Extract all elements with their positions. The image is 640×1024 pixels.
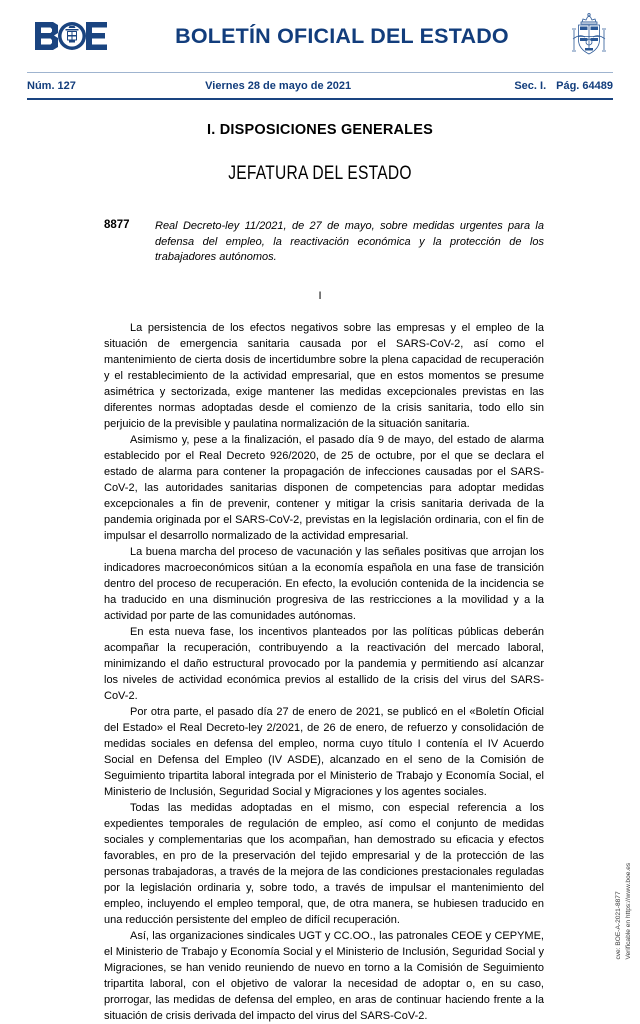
verification-url[interactable]: Verificable en https://www.boe.es [625, 863, 633, 960]
section-page-group [514, 80, 613, 92]
issuing-department: JEFATURA DEL ESTADO [228, 163, 412, 184]
page-label: Pág. 64489 [556, 80, 613, 92]
page-title: I. DISPOSICIONES GENERALES [207, 122, 433, 138]
paragraph: La persistencia de los efectos negativos sobre las empresas y el empleo de la situación de emergencia sanitaria causada por el SARS-CoV-2, así como el mantenimiento de cierta dosis de incertidumbre sobre la plena capacidad de recuperación y el restablecimiento de la actividad empresarial, que en estos momentos se presume asimétrica y sectorizada, exige mantener las medidas excepcionales previstas en las diferentes normas adoptadas desde el comienzo de la crisis sanitaria, todo ello sin perjuicio de la previsible y paulatina normalización de la situación sanitaria. [104, 322, 544, 431]
paragraph: En esta nueva fase, los incentivos planteados por las políticas públicas deberán acompañar la recuperación, contribuyendo a la reactivación del mercado laboral, minimizando el daño estructural provocado por la pandemia y permitiendo así alcanzar los niveles de actividad económica previos al estallido de la crisis del virus del SARS-CoV-2. [104, 626, 544, 703]
paragraph: Asimismo y, pese a la finalización, el pasado día 9 de mayo, del estado de alarma establecido por el Real Decreto 926/2020, de 25 de octubre, por el que se declara el estado de alarma para contener la propagación de infecciones causadas por el SARS-CoV-2, las autoridades sanitarias disponen de competencias para adoptar medidas excepcionales a fin de prevenir, contener y mitigar la crisis sanitaria derivada de la pandemia originada por el SARS-CoV-2, previstas en la legislación ordinaria, con el fin de impulsar el desarrollo normalizado de la actividad empresarial. [104, 434, 544, 543]
roman-numeral-divider: I [318, 290, 322, 303]
spanish-coat-of-arms [570, 13, 608, 59]
body-text [0, 320, 640, 1024]
paragraph: Por otra parte, el pasado día 27 de enero de 2021, se publicó en el «Boletín Oficial del Estado» el Real Decreto-ley 2/2021, de 26 de enero, de refuerzo y consolidación de medidas sociales en defensa del empleo, norma cuyo título I contenía el IV Acuerdo Social en Defensa del Empleo (IV ASDE), alcanzado en el seno de la Comisión de Seguimiento tripartita laboral integrada por el Ministerio de Trabajo y Economía Social, el Ministerio de Inclusión, Seguridad Social y Migraciones y los agentes sociales. [104, 706, 544, 799]
document-entry [0, 219, 640, 266]
paragraph: La buena marcha del proceso de vacunación y las señales positivas que arrojan los indicadores macroeconómicos sitúan a la economía española en una fase de transición dentro del proceso de recuperación. En efecto, la evolución contenida de la incidencia se ha traducido en una disminución progresiva de las restricciones a la movilidad y a la actividad por parte de las comunidades autónomas. [104, 546, 544, 623]
paragraph: Todas las medidas adoptadas en el mismo, con especial referencia a los expedientes temporales de regulación de empleo, así como el conjunto de medidas sociales y complementarias que los acompañan, han demostrado su eficacia y efectos favorables, en pro de la preservación del tejido empresarial y de la protección de las personas trabajadoras, a través de la mejora de las condiciones prestacionales reguladas por la legislación ordinaria y, sobre todo, a través de impulsar el mantenimiento del empleo, incluyendo el empleo temporal, que, de otra manera, se hubiesen traducido en una reducción persistente del empleo de difícil recuperación. [104, 802, 544, 927]
margin-note [608, 633, 634, 960]
cve-code: cve: BOE-A-2021-8877 [615, 891, 623, 960]
entry-number: 8877 [104, 219, 130, 231]
masthead [0, 0, 640, 72]
publication-date: Viernes 28 de mayo de 2021 [205, 80, 352, 92]
entry-title: Real Decreto-ley 11/2021, de 27 de mayo, sobre medidas urgentes para la defensa del empleo, la reactivación económica y la protección de los trabajadores autónomos. [155, 220, 544, 264]
document-content [0, 100, 640, 1024]
masthead-title: BOLETÍN OFICIAL DEL ESTADO [175, 23, 509, 48]
header-rule-top [27, 72, 613, 73]
boe-logo [34, 21, 108, 51]
header-info-bar [27, 74, 613, 98]
section-label: Sec. I. [514, 80, 547, 92]
issue-number: Núm. 127 [27, 80, 76, 92]
paragraph: Así, las organizaciones sindicales UGT y CC.OO., las patronales CEOE y CEPYME, el Ministerio de Trabajo y Economía Social y el Ministerio de Inclusión, Seguridad Social y Migraciones, se han venido reuniendo de nuevo en torno a la Comisión de Seguimiento tripartita laboral, con el objetivo de valorar la necesidad de adoptar o, en su caso, prorrogar, las medidas de defensa del empleo, en aras de continuar haciendo frente a la situación de crisis derivada del impacto del virus del SARS-CoV-2. [104, 930, 544, 1023]
